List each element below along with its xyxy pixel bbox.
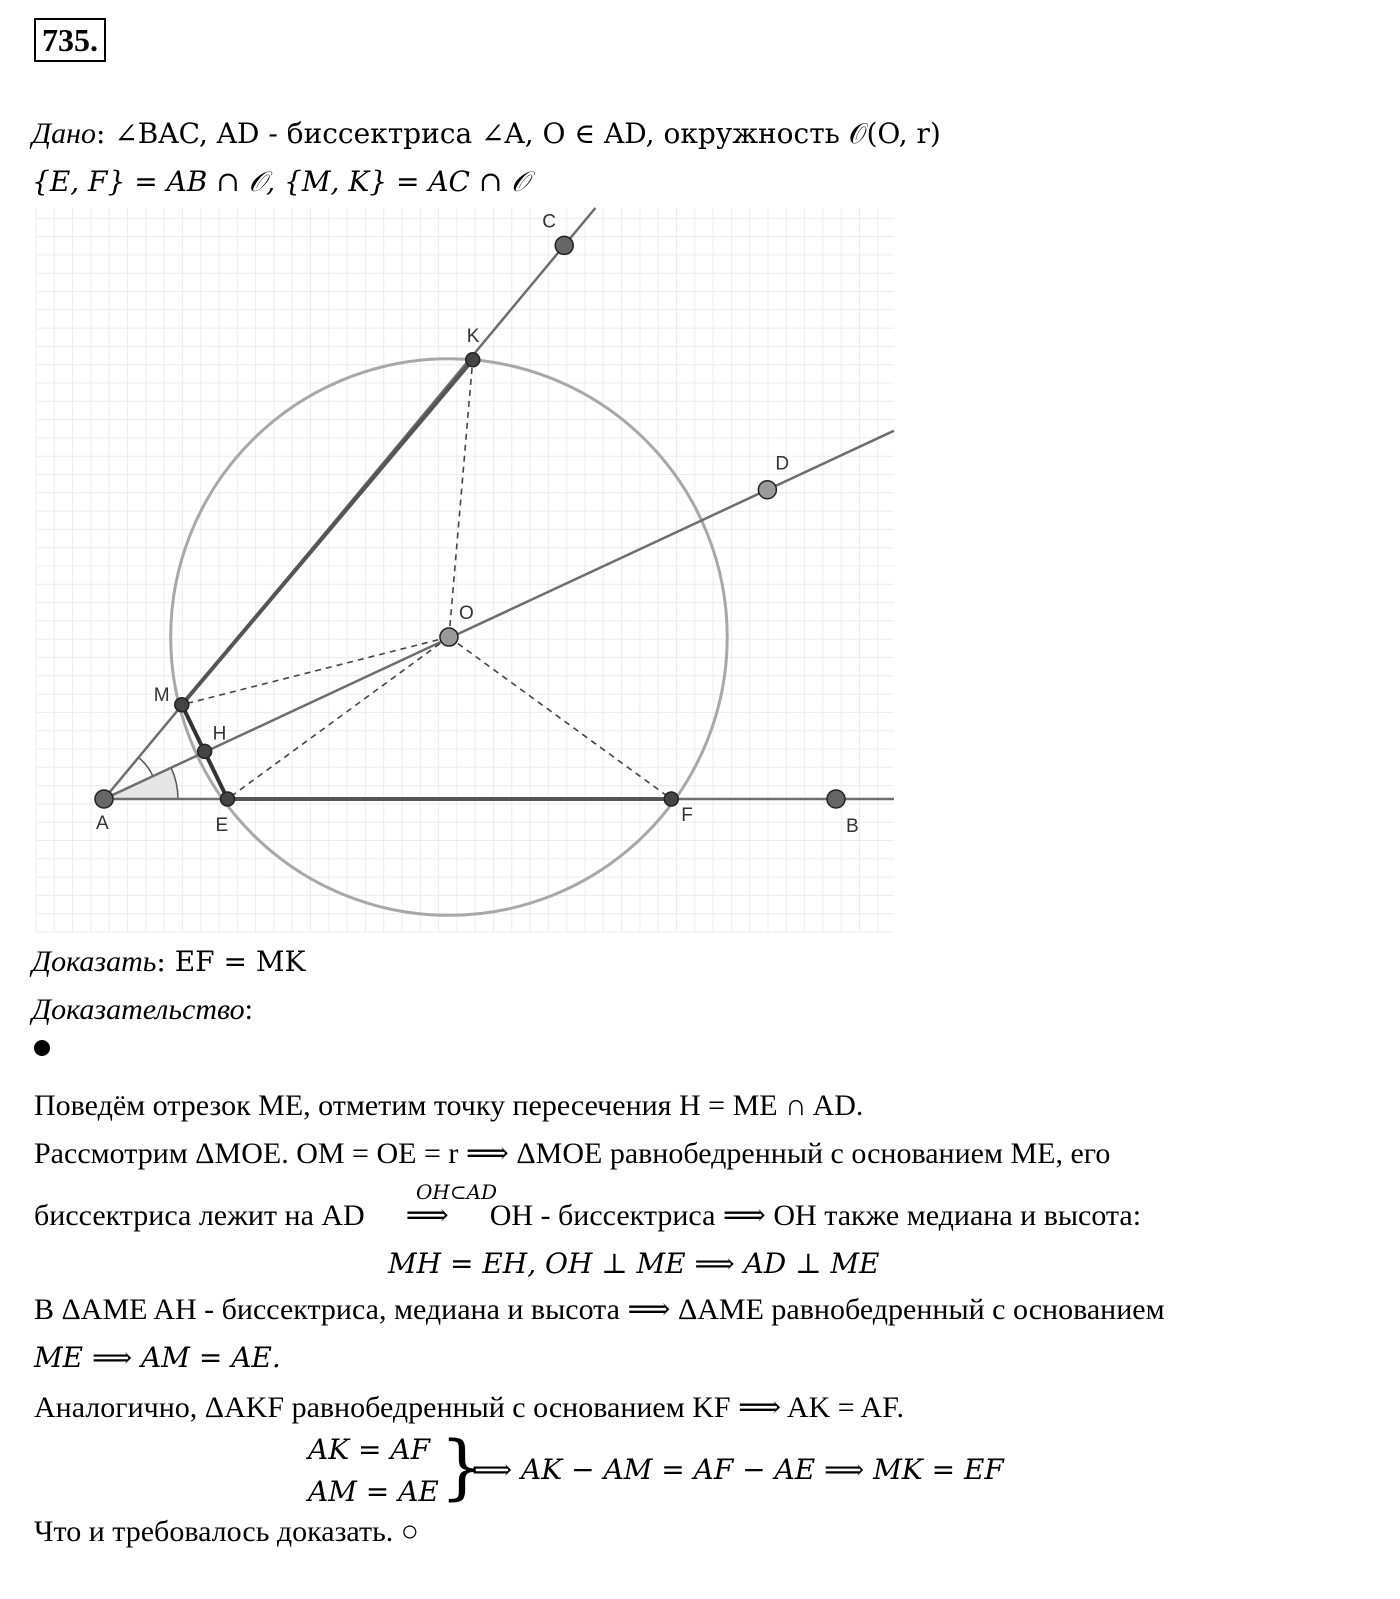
figure-points	[95, 211, 859, 837]
system-eq-2: AM = AE	[308, 1475, 439, 1508]
point-label-c: C	[542, 211, 556, 233]
prove-label: Доказать	[32, 945, 157, 978]
given-text-1: : ∠BAC, AD - биссектриса ∠A, O ∈ AD, окружность 𝒪(O, r)	[95, 117, 941, 150]
point-d	[758, 481, 776, 499]
point-o	[440, 628, 458, 646]
point-label-e: E	[215, 815, 229, 836]
implies-arrow: ⟹	[405, 1199, 449, 1232]
proof-line-3a: биссектриса лежит на AD	[34, 1199, 365, 1232]
point-k	[466, 353, 480, 367]
point-label-f: F	[681, 805, 693, 826]
proof-line-4: MH = EH, OH ⊥ ME ⟹ AD ⊥ ME	[388, 1247, 880, 1280]
proof-line-5: В ΔAME AH - биссектриса, медиана и высота ⟹ ΔAME равнобедренный с основанием	[34, 1293, 1165, 1326]
segment-mk	[182, 360, 473, 705]
proof-label: Доказательство	[32, 993, 245, 1026]
point-label-h: H	[212, 723, 227, 745]
proof-line-3	[34, 1198, 1141, 1234]
proof-colon: :	[244, 993, 253, 1026]
radius-of	[449, 637, 671, 799]
point-label-a: A	[96, 813, 109, 834]
prove-statement: : EF = MK	[156, 945, 306, 978]
point-a	[95, 790, 113, 808]
point-label-m: M	[153, 684, 170, 706]
bullet-marker	[34, 1040, 50, 1056]
proof-line-7: Аналогично, ΔAKF равнобедренный с основанием KF ⟹ AK = AF.	[34, 1391, 904, 1424]
problem-number: 735.	[34, 18, 106, 62]
figure-shapes	[104, 208, 894, 915]
proof-heading	[32, 992, 253, 1028]
point-label-d: D	[775, 453, 790, 475]
given-label: Дано	[32, 117, 96, 150]
system-result: ⟹ AK − AM = AF − AE ⟹ MK = EF	[472, 1453, 1004, 1486]
point-b	[827, 790, 845, 808]
proof-line-1: Поведём отрезок ME, отметим точку пересечения H = ME ∩ AD.	[34, 1089, 864, 1122]
given-line-2: {E, F} = AB ∩ 𝒪, {M, K} = AC ∩ 𝒪	[32, 165, 529, 198]
system-eq-1: AK = AF	[308, 1433, 431, 1466]
proof-conclusion: Что и требовалось доказать. ○	[34, 1515, 419, 1548]
point-label-o: O	[458, 603, 474, 625]
proof-line-6: ME ⟹ AM = AE.	[34, 1341, 281, 1374]
prove-line	[32, 944, 305, 980]
graph-grid	[36, 208, 894, 932]
point-m	[175, 698, 189, 712]
proof-line-3b: OH - биссектриса ⟹ OH также медиана и высота:	[489, 1199, 1142, 1232]
point-label-b: B	[846, 816, 859, 837]
point-label-k: K	[466, 325, 480, 347]
point-h	[198, 744, 212, 758]
radius-oe	[228, 637, 449, 799]
proof-line-2: Рассмотрим ΔMOE. OM = OE = r ⟹ ΔMOE равнобедренный с основанием ME, его	[34, 1137, 1111, 1170]
system-brace: }	[440, 1426, 485, 1508]
point-f	[664, 792, 678, 806]
implies-condition: OH⊂AD	[416, 1180, 498, 1204]
point-c	[555, 236, 573, 254]
point-e	[221, 792, 235, 806]
